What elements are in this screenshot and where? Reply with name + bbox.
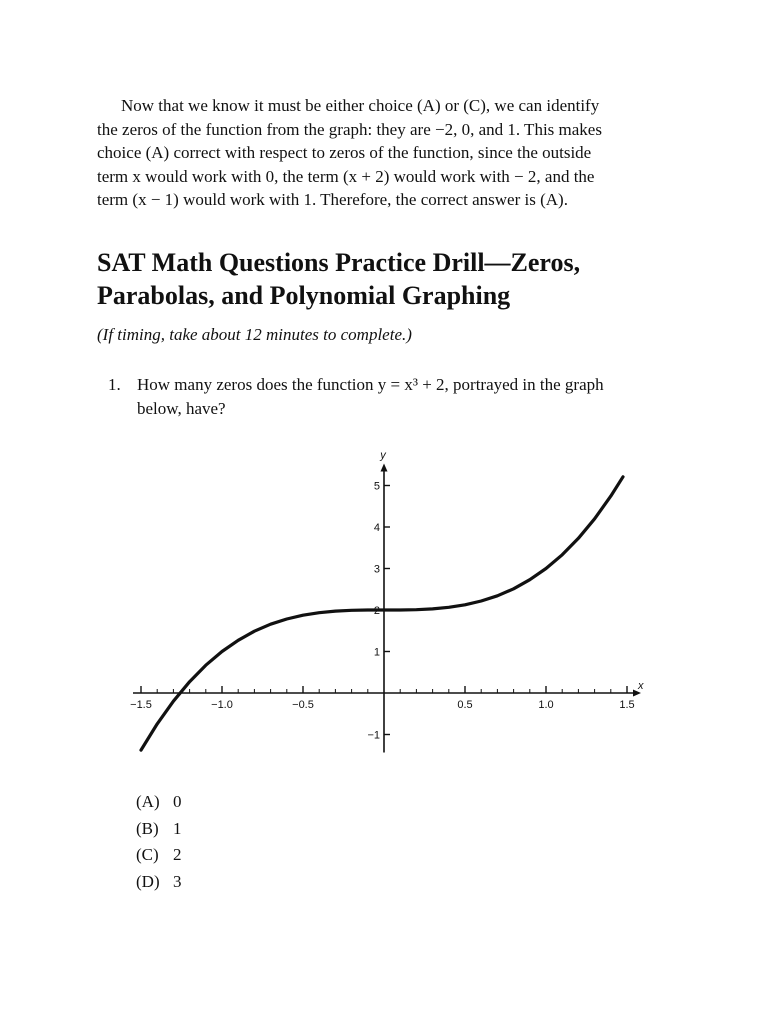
y-tick-label: 5 — [373, 480, 380, 493]
y-axis-label: y — [380, 449, 386, 462]
section-heading-line: SAT Math Questions Practice Drill—Zeros, — [97, 248, 581, 277]
y-axis-arrow — [381, 464, 388, 472]
answer-choice-b[interactable] — [136, 816, 182, 843]
x-tick-label: −1.5 — [130, 699, 152, 711]
paragraph-line: term (x − 1) would work with 1. Therefore, the correct answer is (A). — [97, 190, 568, 209]
paragraph-line: term x would work with 0, the term (x + 2) would work with − 2, and the — [97, 166, 595, 186]
x-tick-label: 1.5 — [619, 699, 635, 711]
answer-choice-d[interactable] — [136, 869, 182, 896]
timing-note: (If timing, take about 12 minutes to complete.) — [97, 325, 412, 344]
choice-letter: (C) — [136, 845, 159, 865]
choice-value: 0 — [173, 792, 182, 811]
choice-letter: (A) — [136, 792, 160, 811]
choice-value: 3 — [173, 872, 182, 892]
x-tick-label: −1.0 — [211, 699, 233, 711]
y-tick-label: 4 — [373, 522, 380, 534]
x-tick-label: 1.0 — [538, 699, 554, 711]
y-tick-label: −1 — [367, 729, 380, 742]
paragraph-line: the zeros of the function from the graph: they are −2, 0, and 1. This makes — [97, 119, 602, 139]
choice-value: 2 — [173, 845, 182, 865]
y-tick-label: 2 — [373, 605, 380, 617]
choice-value: 1 — [173, 818, 182, 838]
y-tick-label: 3 — [373, 563, 380, 576]
answer-choices — [136, 789, 182, 896]
y-tick-label: 1 — [373, 646, 380, 659]
question-number: 1. — [108, 375, 121, 394]
answer-choice-c[interactable] — [136, 842, 182, 869]
answer-choice-a[interactable] — [136, 789, 182, 816]
choice-letter: (D) — [136, 872, 160, 892]
choice-letter: (B) — [136, 818, 159, 838]
section-heading-line: Parabolas, and Polynomial Graphing — [97, 281, 511, 310]
x-tick-label: −0.5 — [292, 699, 314, 711]
paragraph-line: Now that we know it must be either choice (A) or (C), we can identify — [121, 96, 600, 115]
paragraph-line: choice (A) correct with respect to zeros of the function, since the outside — [97, 143, 592, 162]
x-axis-label: x — [638, 680, 644, 692]
x-tick-label: 0.5 — [457, 699, 473, 711]
question-line: below, have? — [137, 398, 226, 418]
question-line: How many zeros does the function y = x³ + 2, portrayed in the graph — [137, 375, 604, 394]
